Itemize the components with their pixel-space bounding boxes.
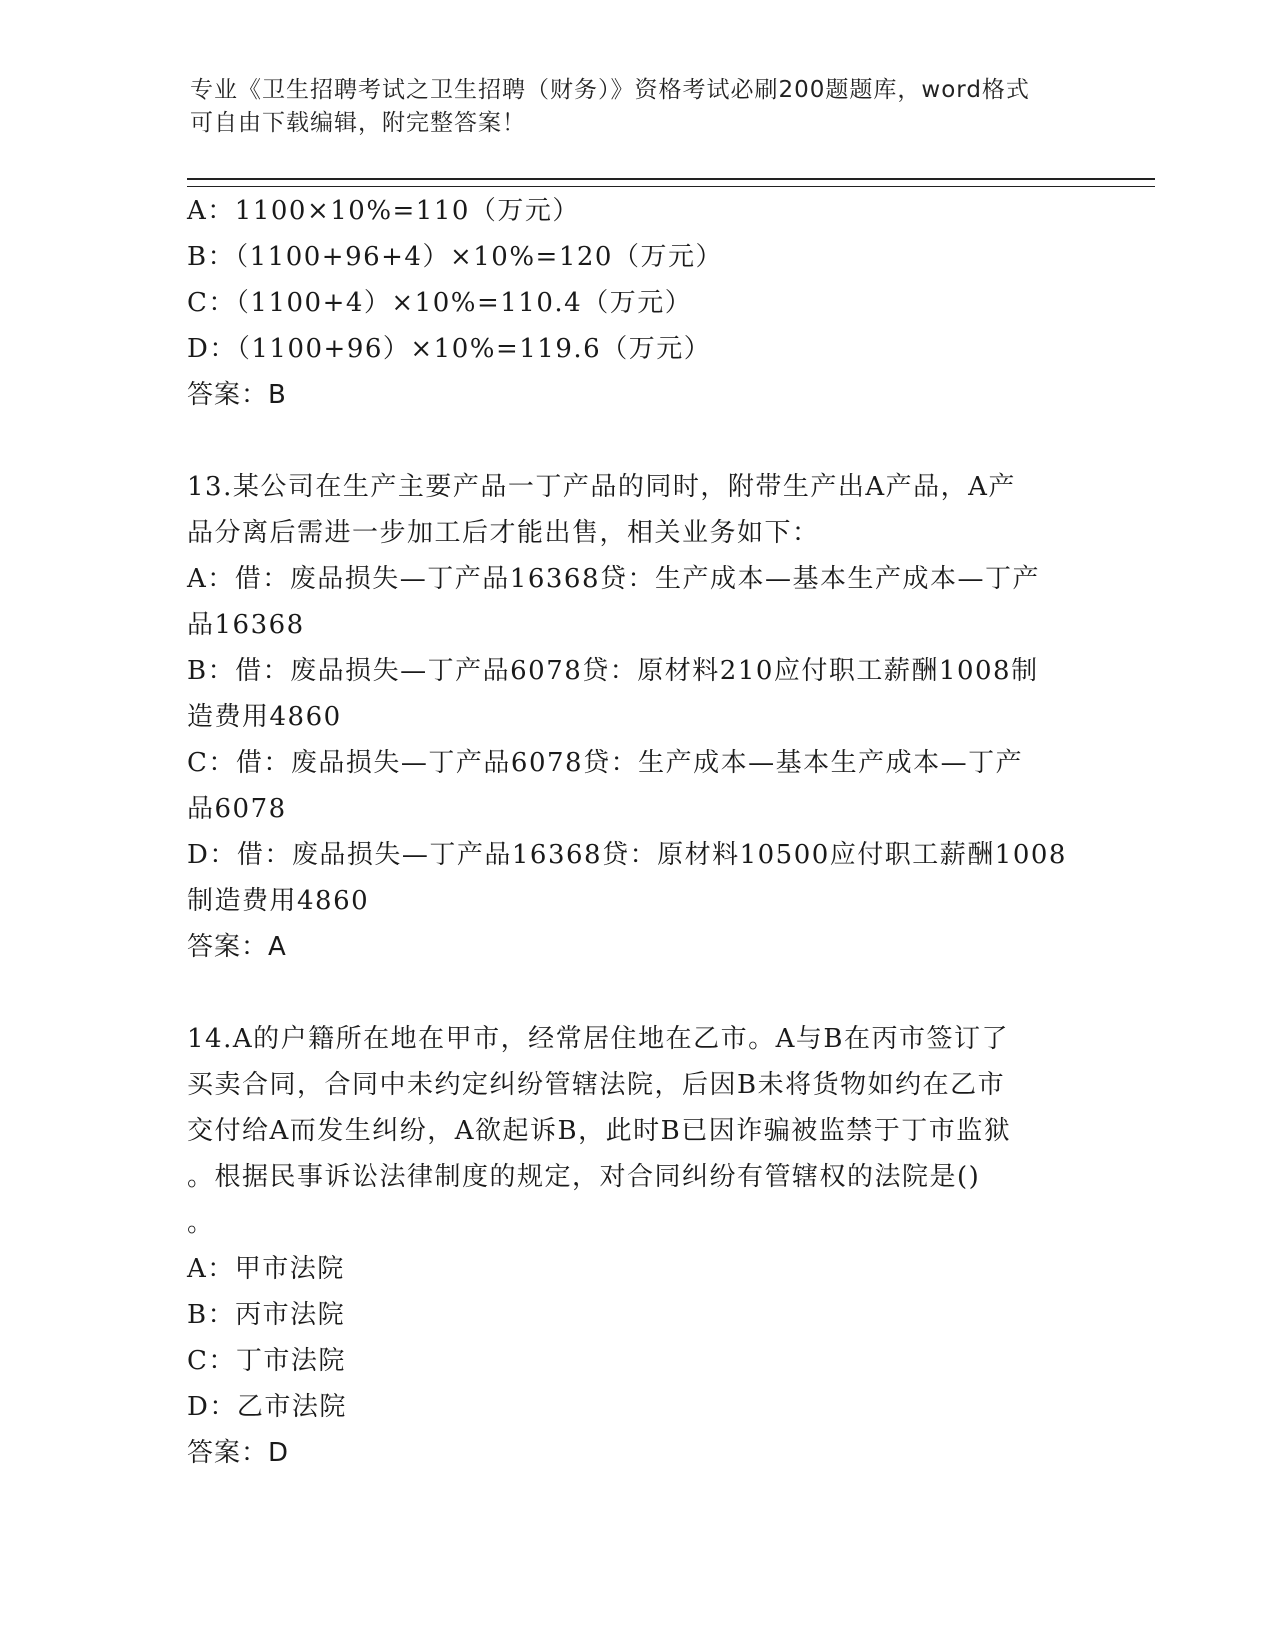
q14-stem-line-3: 交付给A而发生纠纷，A欲起诉B，此时B已因诈骗被监禁于丁市监狱: [187, 1116, 1012, 1146]
q13-option-a: [187, 556, 1087, 602]
q14-stem-line-2: 买卖合同，合同中未约定纠纷管辖法院，后因B未将货物如约在乙市: [187, 1070, 1006, 1100]
option-label: D：: [187, 840, 237, 870]
q14-option-d: [187, 1384, 1087, 1430]
option-text: 乙市法院: [236, 1392, 347, 1422]
option-label: D：: [187, 1392, 237, 1422]
q12-option-b: [187, 234, 1087, 280]
q13-option-d: [187, 832, 1087, 878]
q14-stem-line-4: 。根据民事诉讼法律制度的规定，对合同纠纷有管辖权的法院是(): [187, 1162, 981, 1192]
option-label: C：: [187, 1346, 236, 1376]
q14-option-c: [187, 1338, 1087, 1384]
option-text: 借：废品损失—丁产品16368贷：原材料10500应付职工薪酬1008: [236, 840, 1067, 870]
option-label: A：: [187, 564, 235, 594]
option-label: B：: [187, 242, 236, 272]
option-text: 借：废品损失—丁产品6078贷：生产成本—基本生产成本—丁产: [235, 748, 1024, 778]
header-title-line-1: 专业《卫生招聘考试之卫生招聘（财务）》资格考试必刷200题题库，word格式: [190, 77, 1030, 103]
option-label: A：: [187, 196, 235, 226]
q13-option-b-cont: 造费用4860: [187, 702, 342, 732]
option-text: 1100×10%=110（万元）: [234, 196, 580, 226]
option-label: A：: [187, 1254, 235, 1284]
q13-option-b: [187, 648, 1087, 694]
question-14: [187, 1016, 1087, 1476]
option-text: （1100+96+4）×10%=120（万元）: [235, 242, 723, 272]
q12-option-d: [187, 326, 1087, 372]
option-text: （1100+4）×10%=110.4（万元）: [235, 288, 693, 318]
header-divider: [187, 178, 1155, 187]
option-text: 丁市法院: [235, 1346, 346, 1376]
question-13: [187, 464, 1087, 970]
option-label: C：: [187, 288, 236, 318]
q14-option-a: [187, 1246, 1087, 1292]
q14-option-b: [187, 1292, 1087, 1338]
spacer: [187, 970, 1087, 1016]
option-label: B：: [187, 1300, 236, 1330]
q14-stem-line-1: 14.A的户籍所在地在甲市，经常居住地在乙市。A与B在丙市签订了: [187, 1024, 1010, 1054]
q13-option-d-cont: 制造费用4860: [187, 886, 370, 916]
option-label: C：: [187, 748, 236, 778]
q13-option-c: [187, 740, 1087, 786]
q13-answer: 答案：A: [187, 932, 287, 962]
option-text: 丙市法院: [235, 1300, 346, 1330]
option-text: 甲市法院: [234, 1254, 345, 1284]
q13-stem-line-2: 品分离后需进一步加工后才能出售，相关业务如下：: [187, 518, 820, 548]
q12-option-a: [187, 188, 1087, 234]
question-12: [187, 188, 1087, 418]
q12-answer: 答案：B: [187, 380, 287, 410]
q13-stem-line-1: 13.某公司在生产主要产品一丁产品的同时，附带生产出A产品，A产: [187, 472, 1016, 502]
q14-answer: 答案：D: [187, 1438, 290, 1468]
option-label: D：: [187, 334, 237, 364]
option-text: 借：废品损失—丁产品6078贷：原材料210应付职工薪酬1008制: [235, 656, 1039, 686]
option-label: B：: [187, 656, 236, 686]
header-title-line-2: 可自由下载编辑，附完整答案！: [190, 110, 526, 136]
q13-option-c-cont: 品6078: [187, 794, 287, 824]
q13-option-a-cont: 品16368: [187, 610, 305, 640]
spacer: [187, 418, 1087, 464]
document-body: [187, 188, 1087, 1476]
document-header: [190, 74, 1090, 140]
q12-option-c: [187, 280, 1087, 326]
q14-stem-line-5: 。: [187, 1208, 215, 1238]
option-text: （1100+96）×10%=119.6（万元）: [236, 334, 712, 364]
option-text: 借：废品损失—丁产品16368贷：生产成本—基本生产成本—丁产: [234, 564, 1040, 594]
